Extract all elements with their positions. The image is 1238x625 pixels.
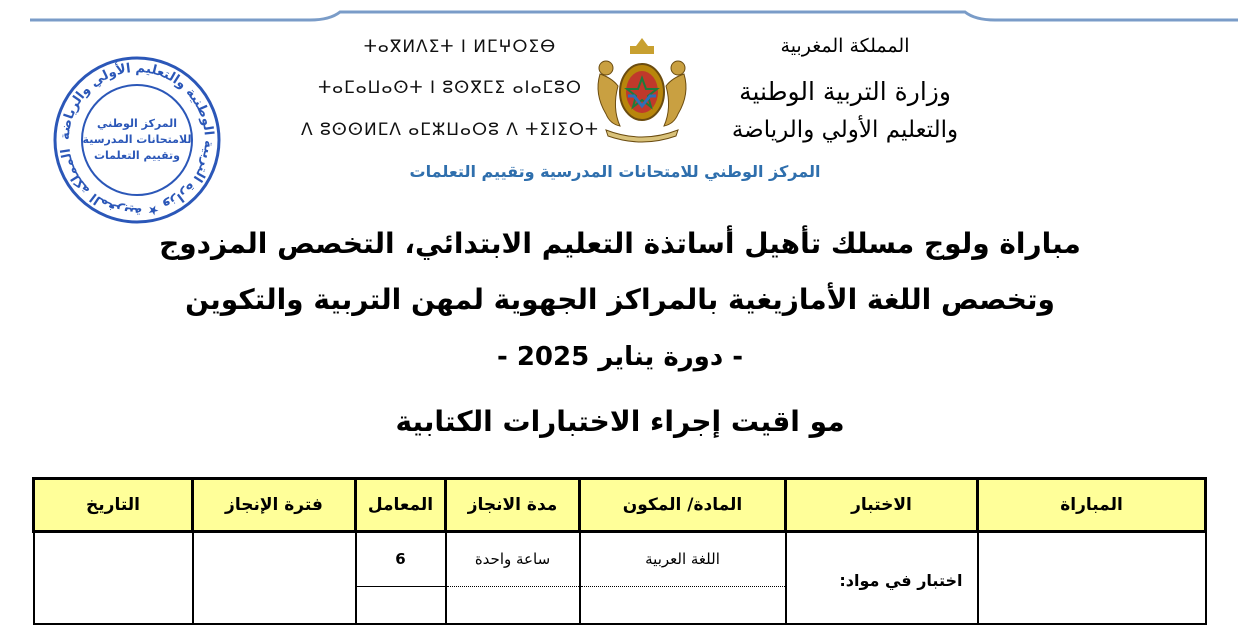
cell-period [193, 532, 356, 625]
table-header-row [34, 479, 1206, 532]
table-row [34, 532, 1206, 625]
exam-type-label: اختبار في مواد: [839, 571, 963, 590]
tifinagh-line2: ⵜⴰⵎⴰⵡⴰⵙⵜ ⵏ ⵓⵙⴳⵎⵉ ⴰⵏⴰⵎⵓⵔ [318, 78, 582, 98]
svg-text:المملكة المغربية ★ وزارة الترب: المملكة المغربية ★ وزارة التربية الوطنية والتعليم الأولي والرياضة [57, 60, 217, 220]
cell-competition [978, 532, 1206, 625]
schedule-heading: مو اقيت إجراء الاختبارات الكتابية [395, 405, 845, 438]
col-header-coefficient: المعامل [356, 479, 446, 532]
exam-schedule-table [32, 477, 1207, 625]
cell-coefficient [356, 532, 446, 625]
title-line1: مباراة ولوج مسلك تأهيل أساتذة التعليم الابتدائي، التخصص المزدوج [159, 227, 1081, 260]
duration-value: ساعة واحدة [447, 533, 579, 587]
national-center-name: المركز الوطني للامتحانات المدرسية وتقييم التعلمات [409, 162, 821, 181]
kingdom-label: المملكة المغربية [780, 35, 910, 57]
session-label: - دورة يناير 2025 - [496, 342, 744, 372]
col-header-competition: المباراة [978, 479, 1206, 532]
ministry-line2: والتعليم الأولي والرياضة [731, 117, 959, 143]
subject-value: اللغة العربية [581, 533, 785, 587]
cell-date [34, 532, 193, 625]
col-header-period: فترة الإنجاز [193, 479, 356, 532]
seal-line1: المركز الوطني [97, 117, 177, 130]
title-line2: وتخصص اللغة الأمازيغية بالمراكز الجهوية لمهن التربية والتكوين [185, 283, 1055, 316]
cell-exam [786, 532, 978, 625]
seal-line2: للامتحانات المدرسية [82, 133, 192, 146]
ministry-line1: وزارة التربية الوطنية [739, 77, 951, 106]
col-header-date: التاريخ [34, 479, 193, 532]
col-header-subject: المادة/ المكون [580, 479, 786, 532]
coat-of-arms-emblem-icon [586, 34, 698, 146]
cell-subject [580, 532, 786, 625]
header-top-rule [30, 0, 1238, 24]
coefficient-value: 6 [357, 533, 445, 587]
tifinagh-line3: ⴷ ⵓⵙⵙⵍⵎⴷ ⴰⵎⵣⵡⴰⵔⵓ ⴷ ⵜⵉⵏⵉⵔⵜ [301, 120, 599, 140]
col-header-duration: مدة الانجاز [446, 479, 580, 532]
col-header-exam: الاختبار [786, 479, 978, 532]
seal-line3: وتقييم التعلمات [94, 149, 180, 162]
cell-duration [446, 532, 580, 625]
tifinagh-line1: ⵜⴰⴳⵍⴷⵉⵜ ⵏ ⵍⵎⵖⵔⵉⴱ [363, 37, 557, 57]
official-seal-stamp [52, 55, 222, 225]
